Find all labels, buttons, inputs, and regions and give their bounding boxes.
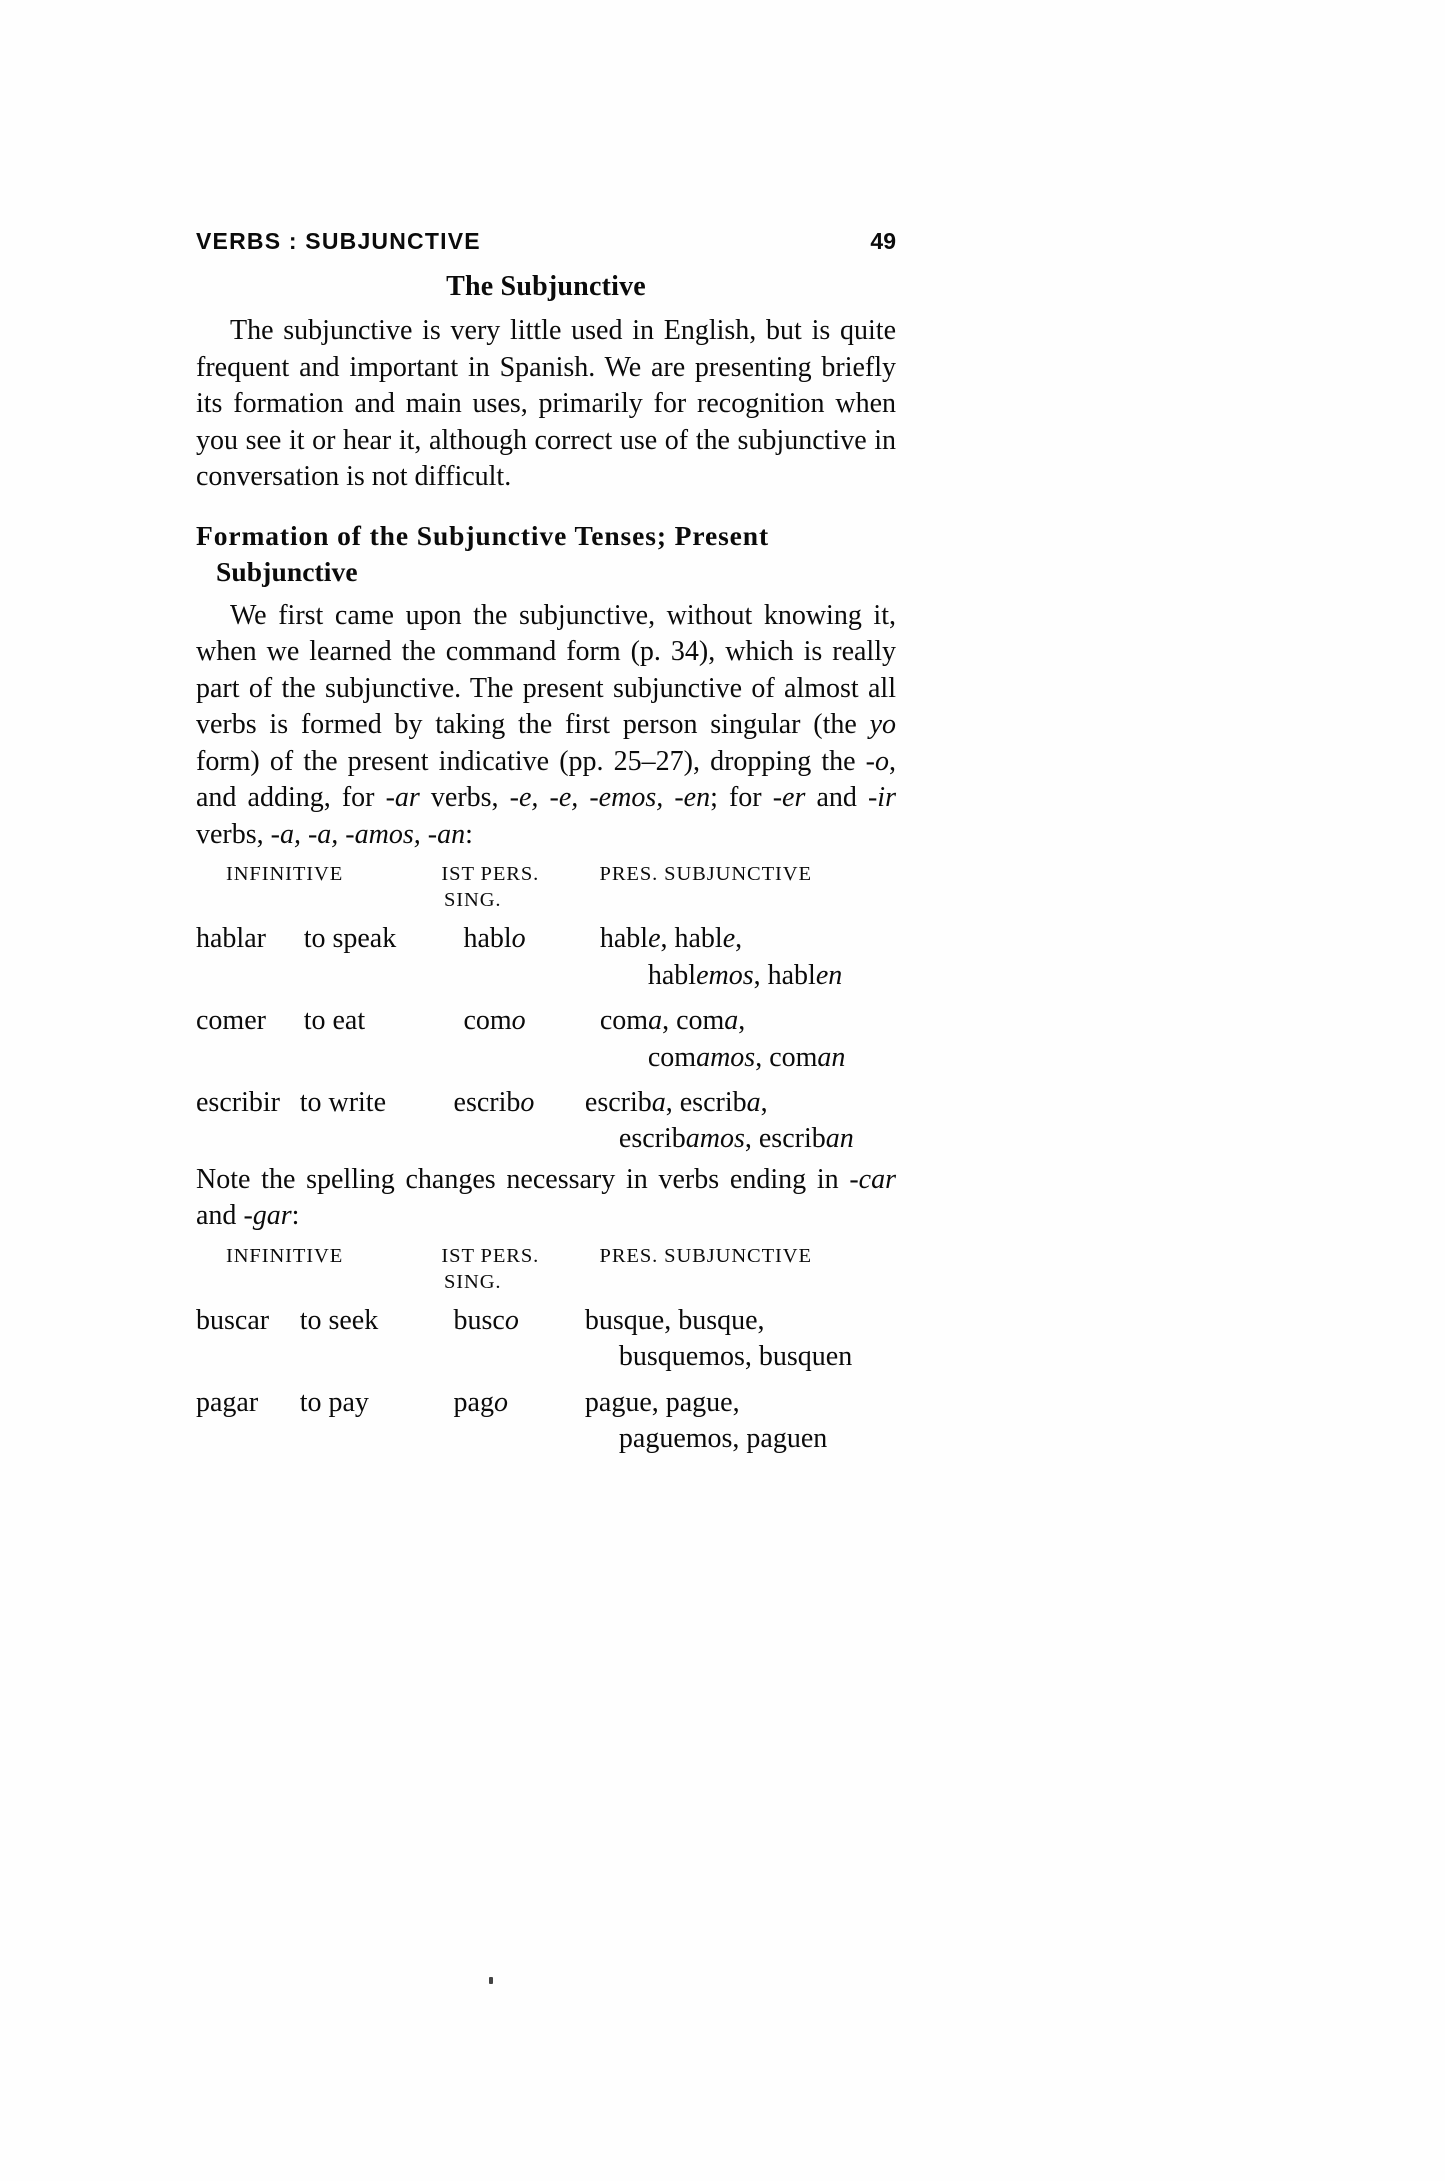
cell-infinitive: pagar [196,1386,259,1418]
first-person-stem: busc [453,1304,505,1336]
first-person-stem: com [463,1005,512,1037]
italic-ir: -ir [867,782,896,814]
cell-pres-subjunctive [600,921,896,994]
formation-text-1: We first came upon the subjunctive, without knowing it, when we learned the command form (p. 34), which is really part of the subjunctive. The present subjunctive of almost all verbs is formed by taking the first person singular (the [196,599,896,741]
formation-text-5: ; for [710,782,773,814]
cell-infinitive: comer [196,1005,266,1037]
cell-pres-subjunctive [585,1385,896,1458]
header-first-person: IST PERS. [441,1244,540,1267]
subj-line-1 [600,1005,745,1036]
table-row [196,1385,896,1458]
cell-pres-subjunctive [585,1085,896,1158]
subsection-heading-line1: Formation of the Subjunctive Tenses; Present [196,519,770,551]
subj-ending: an [817,1041,846,1073]
formation-text-2: form) of the present indicative (pp. 25–27), dropping the [196,745,866,777]
header-sing: SING. [444,889,502,912]
cell-english: to write [299,1086,387,1118]
header-sing: SING. [444,1270,502,1293]
subj-line-1: busque, busque, [584,1304,765,1336]
section-title: The Subjunctive [446,271,646,302]
first-person-ending: o [511,923,526,955]
cell-first-person [454,1303,585,1376]
table-header-row [196,863,896,886]
subj-ending: e [722,923,736,955]
table-header-row-second [196,1271,896,1294]
subj-line-2: paguemos, paguen [618,1422,828,1454]
note-and: and [196,1200,244,1232]
cell-pres-subjunctive [585,1303,896,1376]
cell-english: to pay [299,1386,369,1418]
subj-stem: escrib [584,1086,652,1118]
first-person-ending: o [520,1086,535,1118]
table-header-row [196,1245,896,1268]
subj-ending: e [648,923,661,955]
subj-stem: , [735,923,743,955]
italic-er-ir-endings: -a, -a, -amos, -an [270,818,466,850]
header-pres-subjunctive: PRES. SUBJUNCTIVE [599,863,812,886]
table-header-row-second [196,889,896,912]
subj-stem: habl [599,923,649,955]
subj-ending: amos [685,1123,745,1155]
subj-ending: an [825,1123,854,1155]
header-infinitive: INFINITIVE [226,863,344,886]
italic-er: -er [772,782,806,814]
formation-text-6: and [805,782,868,814]
italic-ar: -ar [385,782,420,814]
cell-pres-subjunctive [600,1003,896,1076]
header-first-person: IST PERS. [441,863,540,886]
italic-yo: yo [869,709,896,741]
formation-text-7: verbs, [196,818,271,850]
subj-line-2 [600,958,896,994]
italic-gar: -gar [243,1200,292,1232]
formation-paragraph [196,598,896,854]
subj-line-2: busquemos, busquen [618,1341,853,1373]
conjugation-table-regular [196,863,896,1157]
running-head-title: VERBS : SUBJUNCTIVE [196,228,481,254]
formation-text-3: , and adding, for [196,745,896,814]
header-spacer [196,889,444,912]
italic-ar-endings: -e, -e, -emos, -en [509,782,711,814]
subj-line-1 [585,1087,768,1118]
first-person-ending: o [493,1386,508,1418]
subj-line-2 [600,1040,896,1076]
subj-line-1: pague, pague, [584,1386,740,1418]
cell-first-person [463,921,599,994]
conjugation-table-spelling [196,1245,896,1458]
first-person-ending: o [504,1304,519,1336]
subj-ending: a [724,1005,739,1037]
cell-first-person [463,1003,599,1076]
page-content [196,228,896,1461]
subj-stem: , escrib [744,1123,826,1155]
header-spacer [196,1271,444,1294]
note-paragraph [196,1162,896,1235]
cell-english: to speak [303,923,397,955]
running-head [196,228,896,255]
note-text: Note the spelling changes necessary in verbs ending in [196,1163,850,1195]
cell-english: to seek [299,1304,379,1336]
subj-stem: , com [755,1041,818,1073]
subj-stem: com [647,1041,697,1073]
subj-stem: com [599,1005,649,1037]
page-number: 49 [870,228,896,254]
subj-ending: a [648,1005,663,1037]
cell-first-person [454,1085,585,1158]
table-row [196,1003,896,1076]
subsection-heading-line2: Subjunctive [216,555,358,587]
subj-ending: amos [696,1041,756,1073]
cell-first-person [454,1385,585,1458]
cell-infinitive: buscar [196,1304,270,1336]
subj-ending: a [651,1086,666,1118]
italic-car: -car [849,1163,896,1195]
intro-paragraph: The subjunctive is very little used in English, but is quite frequent and important in Spanish. We are presenting briefly its formation and main uses, primarily for recognition when you see it or hear it, although correct use of the subjunctive in conversation is not difficult. [196,315,896,493]
header-pres-subjunctive: PRES. SUBJUNCTIVE [599,1244,812,1267]
note-colon: : [291,1200,300,1232]
subj-stem: , com [662,1005,725,1037]
cell-infinitive: escribir [196,1086,280,1118]
first-person-stem: escrib [453,1086,521,1118]
cell-infinitive: hablar [196,923,266,955]
subj-stem: , [760,1086,768,1118]
first-person-stem: pag [453,1386,494,1418]
cell-english: to eat [303,1005,366,1037]
subj-ending: emos [696,959,754,991]
subj-line-2 [585,1121,896,1157]
header-infinitive: INFINITIVE [226,1244,344,1267]
subj-stem: escrib [618,1123,686,1155]
formation-colon: : [465,818,473,850]
subj-stem: , habl [753,959,816,991]
table-row [196,1085,896,1158]
subsection-heading [196,518,896,590]
subj-ending: a [746,1086,761,1118]
table-row [196,921,896,994]
subj-stem: , habl [660,923,723,955]
subj-line-1 [600,923,742,954]
subj-stem: , [738,1005,746,1037]
italic-ending-o: -o [865,745,889,777]
first-person-ending: o [511,1005,526,1037]
subj-stem: habl [647,959,697,991]
first-person-stem: habl [463,923,512,955]
subj-ending: en [815,959,843,991]
formation-text-4: verbs, [419,782,510,814]
table-row [196,1303,896,1376]
scan-artifact-speck [489,1977,493,1984]
subj-stem: , escrib [665,1086,747,1118]
